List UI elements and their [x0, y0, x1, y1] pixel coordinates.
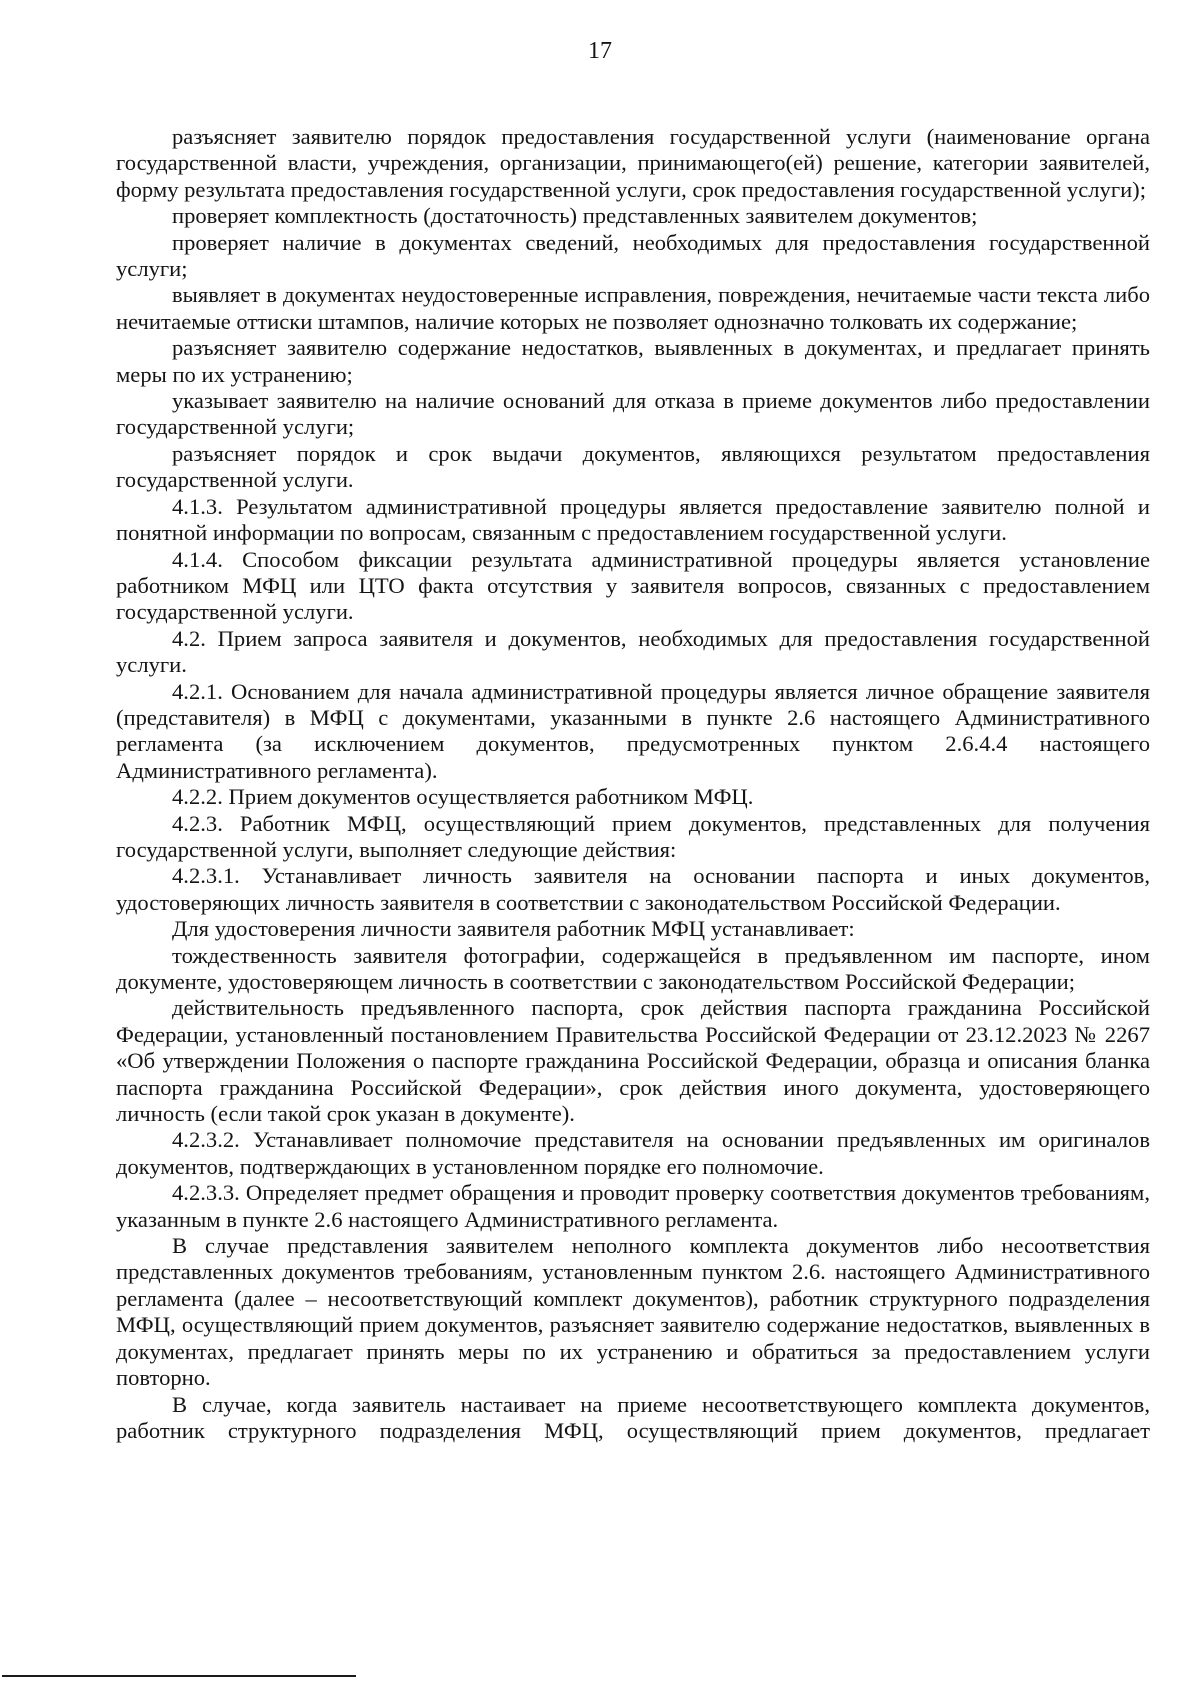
- paragraph: 4.2.3.2. Устанавливает полномочие представителя на основании предъявленных им оригиналов документов, подтверждающих в установленном порядке его полномочие.: [116, 1127, 1150, 1179]
- page-number: 17: [588, 38, 612, 64]
- paragraph: проверяет комплектность (достаточность) представленных заявителем документов;: [172, 203, 978, 229]
- paragraph: 4.1.4. Способом фиксации результата административной процедуры является установление работником МФЦ или ЦТО факта отсутствия у заявителя вопросов, связанных с предоставлением государственной услуги.: [116, 546, 1150, 625]
- paragraph: разъясняет заявителю порядок предоставления государственной услуги (наименование органа государственной власти, учреждения, организации, принимающего(ей) решение, категории заявителей, форму результата предоставления государственной услуги, срок предоставления государственной услуги);: [116, 124, 1150, 202]
- paragraph: В случае, когда заявитель настаивает на приеме несоответствующего комплекта документов, работник структурного подразделения МФЦ, осуществляющий прием документов, предлагает: [116, 1391, 1150, 1443]
- footnote-separator: [2, 1675, 356, 1677]
- paragraph: разъясняет порядок и срок выдачи документов, являющихся результатом предоставления государственной услуги.: [116, 440, 1150, 493]
- paragraph: разъясняет заявителю содержание недостатков, выявленных в документах, и предлагает принять меры по их устранению;: [116, 335, 1150, 387]
- paragraph: 4.2.3. Работник МФЦ, осуществляющий прием документов, представленных для получения государственной услуги, выполняет следующие действия:: [116, 810, 1150, 862]
- document-body: [116, 124, 1150, 1444]
- paragraph: В случае представления заявителем неполного комплекта документов либо несоответствия представленных документов требованиям, установленным пунктом 2.6. настоящего Административного регламента (далее – несоответствующий комплект документов), работник структурного подразделения МФЦ, осуществляющий прием документов, разъясняет заявителю содержание недостатков, выявленных в документах, предлагает принять меры по их устранению и обратиться за предоставлением услуги повторно.: [116, 1233, 1150, 1391]
- paragraph: 4.2. Прием запроса заявителя и документов, необходимых для предоставления государственной услуги.: [116, 625, 1150, 678]
- paragraph: проверяет наличие в документах сведений, необходимых для предоставления государственной услуги;: [116, 229, 1150, 282]
- paragraph: 4.1.3. Результатом административной процедуры является предоставление заявителю полной и понятной информации по вопросам, связанным с предоставлением государственной услуги.: [116, 493, 1150, 546]
- paragraph: 4.2.3.1. Устанавливает личность заявителя на основании паспорта и иных документов, удостоверяющих личность заявителя в соответствии с законодательством Российской Федерации.: [116, 863, 1150, 915]
- paragraph: 4.2.3.3. Определяет предмет обращения и проводит проверку соответствия документов требованиям, указанным в пункте 2.6 настоящего Административного регламента.: [116, 1180, 1150, 1232]
- paragraph: 4.2.2. Прием документов осуществляется работником МФЦ.: [172, 784, 754, 810]
- paragraph: тождественность заявителя фотографии, содержащейся в предъявленном им паспорте, ином документе, удостоверяющем личность в соответствии с законодательством Российской Федерации;: [116, 942, 1150, 994]
- paragraph: выявляет в документах неудостоверенные исправления, повреждения, нечитаемые части текста либо нечитаемые оттиски штампов, наличие которых не позволяет однозначно толковать их содержание;: [116, 282, 1150, 334]
- paragraph: указывает заявителю на наличие оснований для отказа в приеме документов либо предоставлении государственной услуги;: [116, 388, 1150, 440]
- paragraph: Для удостоверения личности заявителя работник МФЦ устанавливает:: [172, 916, 855, 942]
- paragraph: действительность предъявленного паспорта, срок действия паспорта гражданина Российской Федерации, установленный постановлением Правительства Российской Федерации от 23.12.2023 № 2267 «Об утверждении Положения о паспорте гражданина Российской Федерации, образца и описания бланка паспорта гражданина Российской Федерации», срок действия иного документа, удостоверяющего личность (если такой срок указан в документе).: [116, 995, 1150, 1127]
- paragraph: 4.2.1. Основанием для начала административной процедуры является личное обращение заявителя (представителя) в МФЦ с документами, указанными в пункте 2.6 настоящего Административного регламента (за исключением документов, предусмотренных пунктом 2.6.4.4 настоящего Административного регламента).: [116, 678, 1150, 783]
